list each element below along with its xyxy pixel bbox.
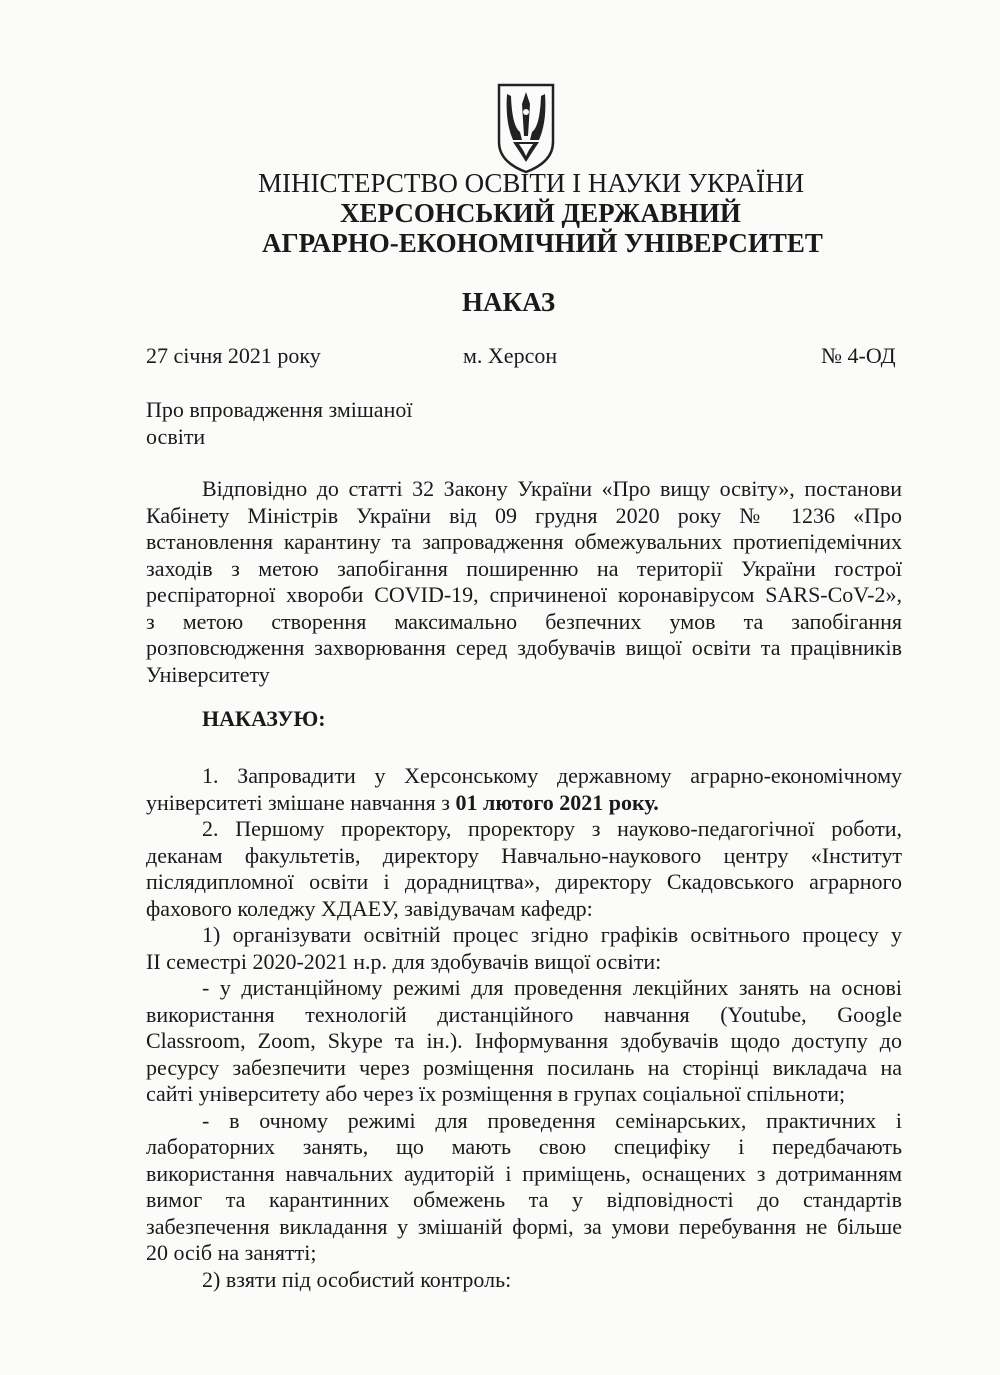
subject-line: освіти — [146, 424, 206, 449]
text-line: вимог та карантинних обмежень та у відповідності до стандартів — [146, 1187, 902, 1212]
text-line: 2. Першому проректору, проректору з науково-педагогічної роботи, — [202, 816, 902, 841]
university-name-line-2: АГРАРНО-ЕКОНОМІЧНИЙ УНІВЕРСИТЕТ — [262, 228, 823, 258]
text-line: забезпечення викладання у змішаній формі, за умови перебування не більше — [146, 1213, 902, 1239]
text-line: Кабінету Міністрів України від 09 грудня 2020 року № 1236 «Про — [146, 502, 902, 528]
text-line: - в очному режимі для проведення семінарських, практичних і — [202, 1107, 902, 1133]
order-city: м. Херсон — [463, 343, 558, 368]
text-line: 2) взяти під особистий контроль: — [202, 1266, 512, 1292]
text-line: сайті університету або через їх розміщення в групах соціальної спільноти; — [146, 1081, 846, 1106]
text-line: 1. Запровадити у Херсонському державному аграрно-економічному — [202, 763, 902, 788]
text-line: 20 осіб на занятті; — [146, 1240, 317, 1265]
text-fragment: університеті змішане навчання з — [146, 789, 456, 815]
text-line: лабораторних занять, що мають свою специфіку і передбачають — [146, 1134, 902, 1159]
preamble-paragraph — [146, 476, 902, 688]
text-line — [146, 790, 902, 817]
start-date-bold: 01 лютого 2021 року. — [455, 789, 659, 815]
text-line: деканам факультетів, директору Навчально-наукового центру «Інститут — [146, 842, 902, 868]
text-line: - у дистанційному режимі для проведення лекційних занять на основі — [202, 975, 902, 1000]
text-line: заходів з метою запобігання поширенню на території України гострої — [146, 555, 902, 581]
text-line: респіраторної хвороби COVID-19, спричиненої коронавірусом SARS-CoV-2», — [146, 582, 902, 607]
trident-emblem-icon — [495, 82, 557, 174]
text-line: ІІ семестрі 2020-2021 н.р. для здобувачів вищої освіти: — [146, 948, 662, 974]
order-number: № 4-ОД — [821, 343, 896, 368]
text-line: встановлення карантину та запровадження обмежувальних протиепідемічних — [146, 529, 902, 554]
text-line: Університету — [146, 661, 270, 687]
university-name-line-1: ХЕРСОНСЬКИЙ ДЕРЖАВНИЙ — [340, 198, 741, 228]
order-subject — [146, 396, 412, 450]
ministry-name: МІНІСТЕРСТВО ОСВІТИ І НАУКИ УКРАЇНИ — [258, 168, 805, 198]
text-line: розповсюдження захворювання серед здобувачів вищої освіти та працівників — [146, 635, 902, 660]
order-directive: НАКАЗУЮ: — [202, 706, 326, 731]
order-date: 27 січня 2021 року — [146, 343, 321, 368]
text-line: 1) організувати освітній процес згідно графіків освітнього процесу у — [202, 922, 902, 947]
text-line: використання технологій дистанційного навчання (Youtube, Google — [146, 1001, 902, 1027]
text-line: Відповідно до статті 32 Закону України «Про вищу освіту», постанови — [202, 476, 902, 501]
order-items — [146, 763, 902, 1293]
subject-line: Про впровадження змішаної — [146, 397, 413, 422]
text-line: фахового коледжу ХДАЕУ, завідувачам кафедр: — [146, 895, 593, 921]
text-line: Classroom, Zoom, Skype та ін.). Інформування здобувачів щодо доступу до — [146, 1028, 902, 1053]
text-line: використання навчальних аудиторій і приміщень, оснащених з дотриманням — [146, 1160, 902, 1186]
text-line: післядипломної освіти і дорадництва», директору Скадовського аграрного — [146, 869, 902, 894]
text-line: з метою створення максимально безпечних умов та запобігання — [146, 608, 902, 634]
document-title: НАКАЗ — [462, 287, 556, 317]
text-line: ресурсу забезпечити через розміщення посилань на сторінці викладача на — [146, 1054, 902, 1080]
